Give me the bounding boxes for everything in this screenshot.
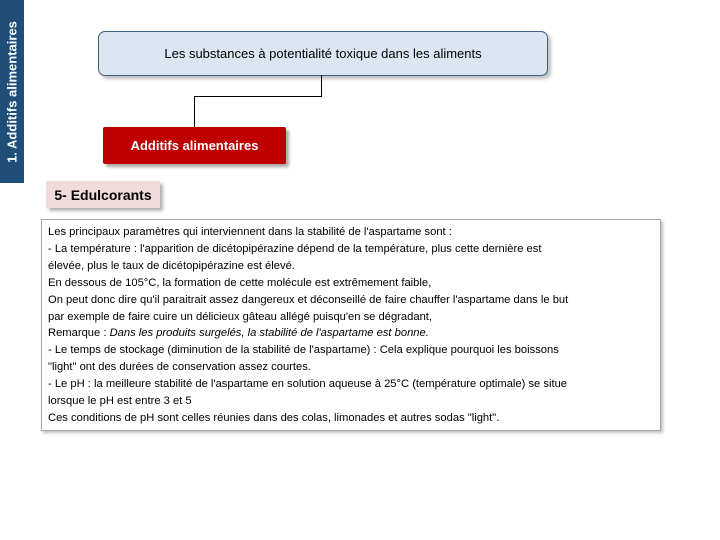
content-line: élevée, plus le taux de dicétopipérazine est élevé. [48,259,295,272]
content-box [41,219,661,431]
connector-vertical-bottom [194,96,195,127]
remark-text: Dans les produits surgelés, la stabilité de l'aspartame est bonne. [109,327,429,340]
content-line: - La température : l'apparition de dicétopipérazine dépend de la température, plus cette dernière est [48,242,542,255]
content-line: "light" ont des durées de conservation assez courtes. [48,361,311,374]
connector-horizontal [194,96,322,97]
content-line: - Le pH : la meilleure stabilité de l'aspartame en solution aqueuse à 25°C (température optimale) se situe [48,378,568,391]
connector-vertical-top [321,75,322,97]
section-label-text: 5- Edulcorants [54,186,152,203]
content-line: En dessous de 105°C, la formation de cette molécule est extrêmement faible, [48,276,432,289]
content-line: Ces conditions de pH sont celles réunies dans des colas, limonades et autres sodas "light". [48,411,500,424]
section-label [46,181,160,208]
content-line: par exemple de faire cuire un délicieux gâteau allégé puisqu'en se dégradant, [48,310,433,323]
remark-line [48,325,654,342]
remark-label: Remarque : [48,327,110,340]
category-box [103,127,286,164]
content-line: - Le temps de stockage (diminution de la stabilité de l'aspartame) : Cela explique pourquoi les boissons [48,344,559,357]
category-text: Additifs alimentaires [130,138,259,153]
side-tab-label: 1. Additifs alimentaires [4,21,20,163]
content-line: On peut donc dire qu'il paraitrait assez dangereux et déconseillé de faire chauffer l'aspartame dans le but [48,293,569,306]
content-line: lorsque le pH est entre 3 et 5 [48,395,192,408]
content-line: Les principaux paramètres qui interviennent dans la stabilité de l'aspartame sont : [48,226,452,238]
side-tab [0,0,24,183]
title-text: Les substances à potentialité toxique dans les aliments [164,46,482,61]
title-box [98,31,548,76]
